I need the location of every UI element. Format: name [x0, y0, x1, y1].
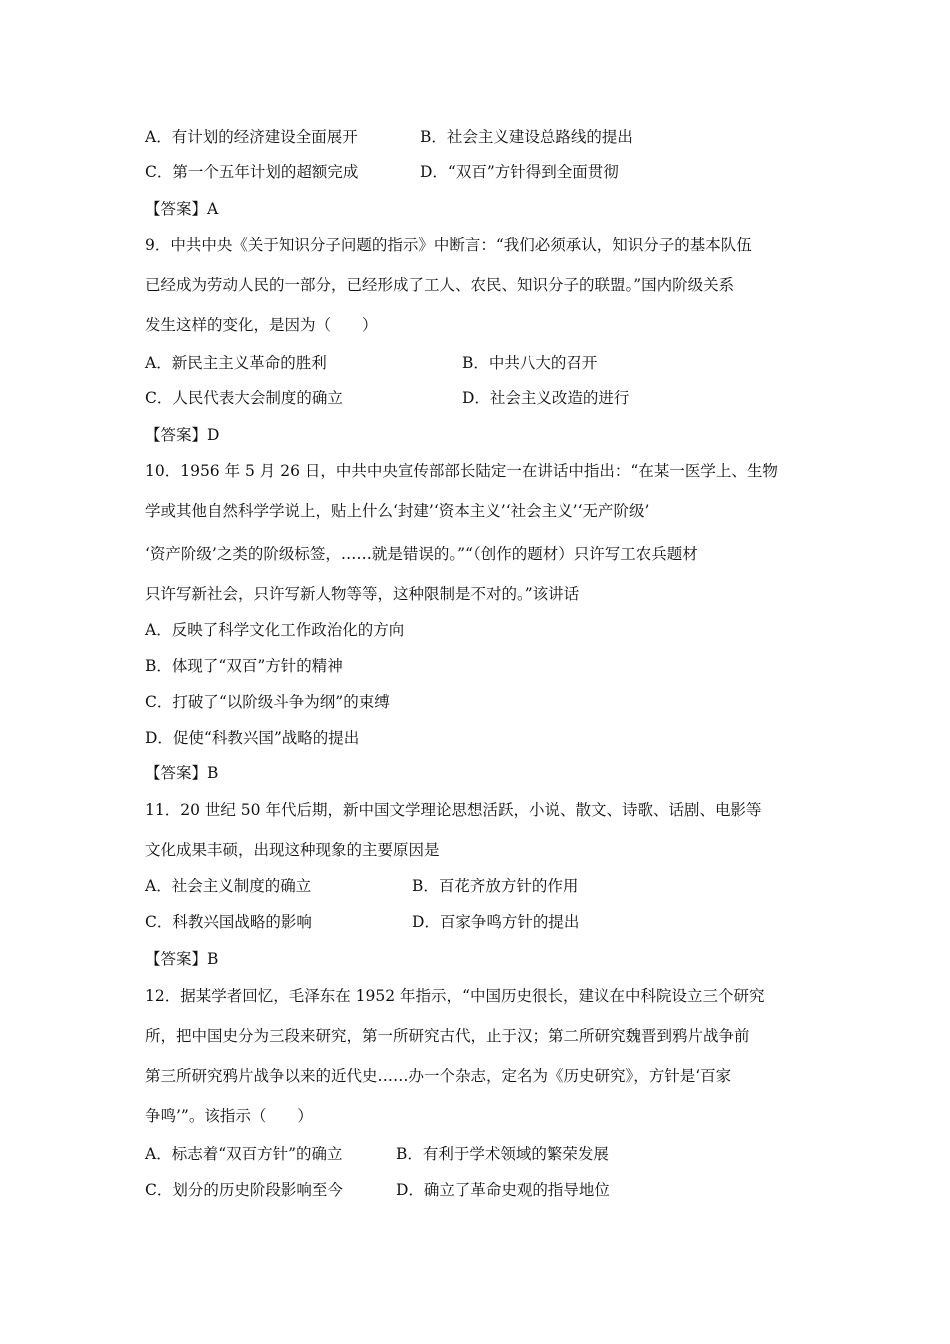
q10-answer: 【答案】B: [145, 764, 219, 782]
q8-option-d: D．“双百”方针得到全面贯彻: [420, 163, 619, 181]
q10-option-d: D．促使“科教兴国”战略的提出: [145, 729, 360, 747]
q8-option-a: A．有计划的经济建设全面展开: [145, 128, 358, 146]
q12-option-d: D．确立了革命史观的指导地位: [396, 1181, 610, 1199]
q9-option-b: B．中共八大的召开: [462, 354, 598, 372]
q9-stem-line-2: 已经成为劳动人民的一部分，已经形成了工人、农民、知识分子的联盟。”国内阶级关系: [145, 276, 735, 294]
q8-option-c: C．第一个五年计划的超额完成: [145, 163, 359, 181]
q9-option-c: C．人民代表大会制度的确立: [145, 389, 343, 407]
q12-option-a: A．标志着“双百方针”的确立: [145, 1145, 343, 1163]
q11-option-c: C．科教兴国战略的影响: [145, 913, 312, 931]
q10-stem-line-2: 学或其他自然科学学说上，贴上什么‘封建’‘资本主义’‘社会主义’‘无产阶级’: [145, 502, 650, 520]
q9-stem-line-3: 发生这样的变化，是因为（ ）: [145, 316, 378, 334]
q9-stem-line-1: 9．中共中央《关于知识分子问题的指示》中断言：“我们必须承认，知识分子的基本队伍: [145, 236, 752, 254]
q11-stem-line-1: 11．20 世纪 50 年代后期，新中国文学理论思想活跃，小说、散文、诗歌、话剧、电影等: [145, 801, 762, 819]
q8-answer: 【答案】A: [145, 200, 219, 218]
q10-option-b: B．体现了“双百”方针的精神: [145, 657, 343, 675]
q12-stem-line-1: 12．据某学者回忆，毛泽东在 1952 年指示，“中国历史很长，建议在中科院设立三个研究: [145, 987, 765, 1005]
q11-stem-line-2: 文化成果丰硕，出现这种现象的主要原因是: [145, 841, 440, 859]
q10-stem-line-3: ‘资产阶级’之类的阶级标签，……就是错误的。”“（创作的题材）只许写工农兵题材: [145, 545, 698, 563]
q11-option-b: B．百花齐放方针的作用: [412, 877, 579, 895]
q10-stem-line-1: 10．1956 年 5 月 26 日，中共中央宣传部部长陆定一在讲话中指出：“在某一医学上、生物: [145, 462, 778, 480]
q12-stem-line-4: 争鸣’”。该指示（ ）: [145, 1107, 313, 1125]
q12-stem-line-3: 第三所研究鸦片战争以来的近代史……办一个杂志，定名为《历史研究》，方针是‘百家: [145, 1067, 732, 1085]
q12-stem-line-2: 所，把中国史分为三段来研究，第一所研究古代，止于汉；第二所研究魏晋到鸦片战争前: [145, 1027, 750, 1045]
q10-option-a: A．反映了科学文化工作政治化的方向: [145, 621, 405, 639]
q11-option-a: A．社会主义制度的确立: [145, 877, 312, 895]
q12-option-b: B．有利于学术领域的繁荣发展: [396, 1145, 609, 1163]
q8-option-b: B．社会主义建设总路线的提出: [420, 128, 633, 146]
q9-option-d: D．社会主义改造的进行: [462, 389, 630, 407]
q10-stem-line-4: 只许写新社会，只许写新人物等等，这种限制是不对的。”该讲话: [145, 585, 580, 603]
q11-option-d: D．百家争鸣方针的提出: [412, 913, 580, 931]
q12-option-c: C．划分的历史阶段影响至今: [145, 1181, 343, 1199]
q9-option-a: A．新民主主义革命的胜利: [145, 354, 327, 372]
q10-option-c: C．打破了“以阶级斗争为纲”的束缚: [145, 693, 390, 711]
q9-answer: 【答案】D: [145, 426, 220, 444]
q11-answer: 【答案】B: [145, 950, 219, 968]
